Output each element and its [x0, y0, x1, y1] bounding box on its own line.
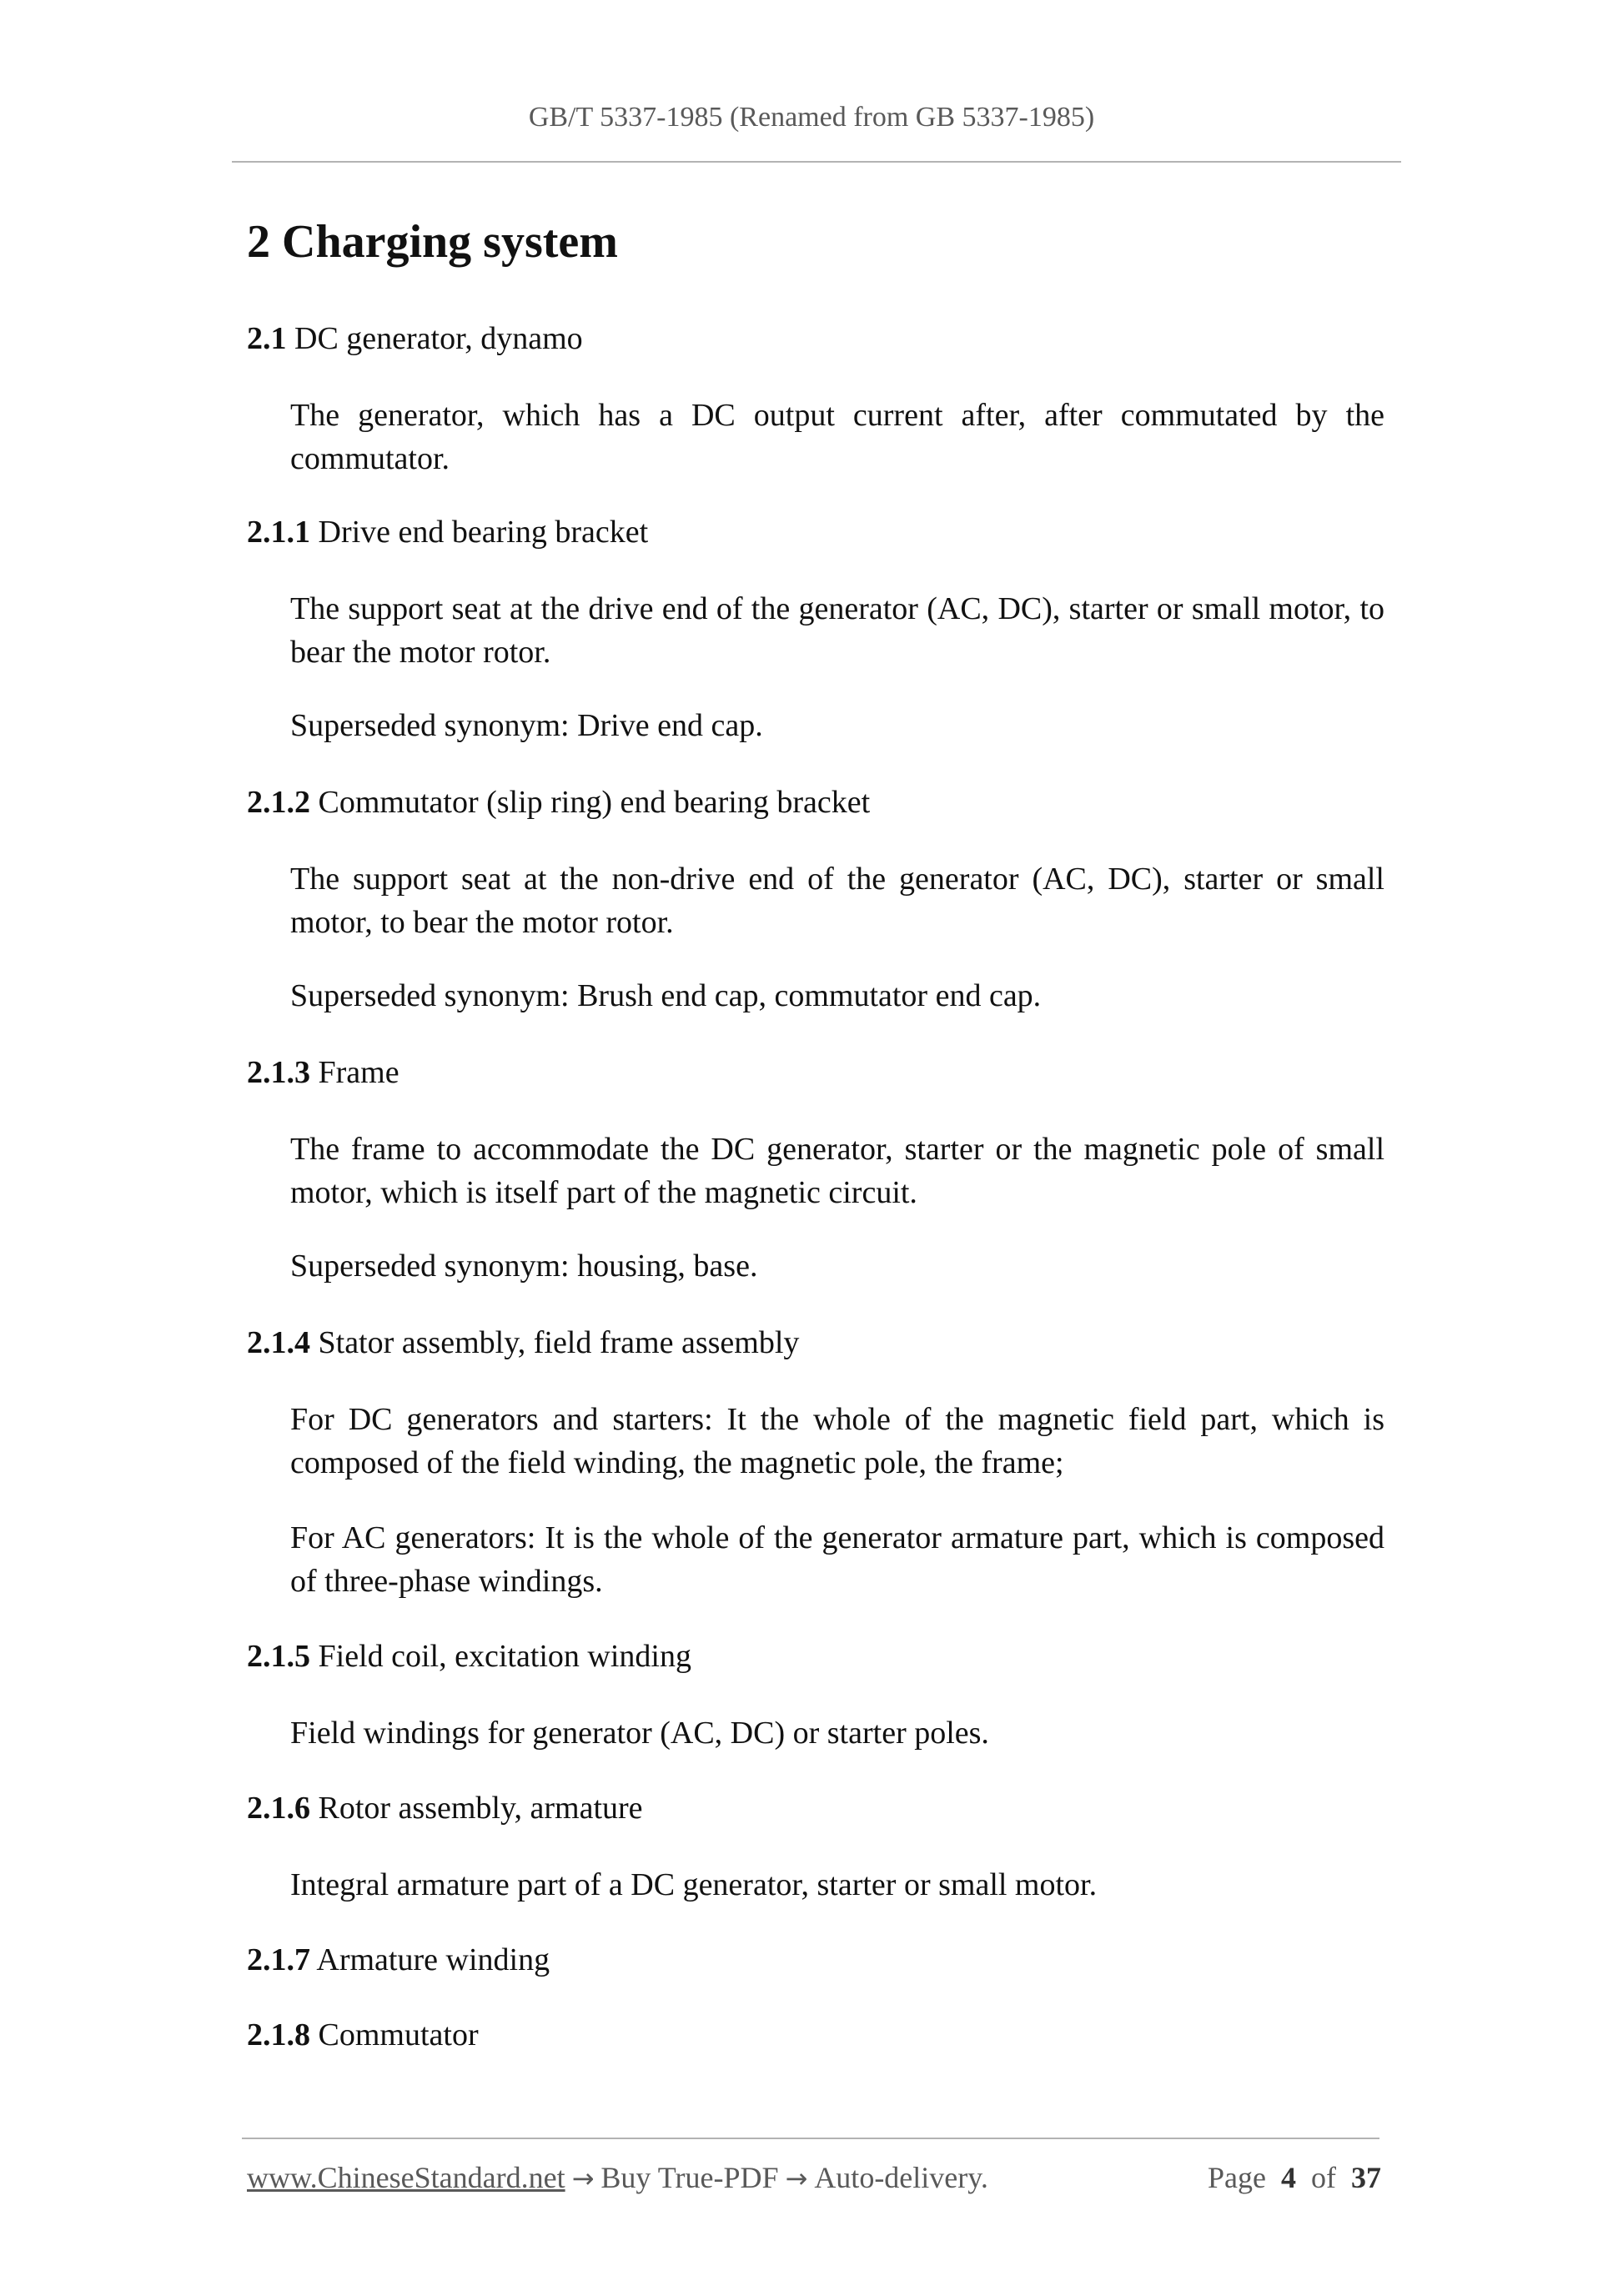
term-number: 2.1.5 — [247, 1639, 310, 1674]
term-label: Commutator (slip ring) end bearing bracket — [318, 785, 871, 820]
synonym-paragraph: Superseded synonym: housing, base. — [290, 1248, 758, 1284]
page-header: GB/T 5337-1985 (Renamed from GB 5337-1985) — [528, 102, 1095, 133]
term-label: Stator assembly, field frame assembly — [318, 1325, 800, 1360]
term-number: 2.1.4 — [247, 1325, 310, 1360]
page-label: Page — [1208, 2161, 1266, 2194]
definition-paragraph: The frame to accommodate the DC generator, starter or the magnetic pole of small motor, which is itself part of the magnetic circuit. — [290, 1132, 1384, 1210]
footer-divider — [242, 2138, 1379, 2139]
buy-text: Buy True-PDF — [600, 2161, 779, 2194]
term-number: 2.1.6 — [247, 1791, 310, 1826]
section-title: 2 Charging system — [247, 216, 618, 268]
term-label: Drive end bearing bracket — [318, 515, 649, 550]
term-heading — [247, 1938, 550, 1982]
term-heading — [247, 1051, 399, 1094]
term-label: Armature winding — [316, 1942, 550, 1977]
definition-paragraph: Field windings for generator (AC, DC) or starter poles. — [290, 1716, 989, 1751]
definition-paragraph: Integral armature part of a DC generator, starter or small motor. — [290, 1867, 1098, 1902]
definition-paragraph: The support seat at the drive end of the generator (AC, DC), starter or small motor, to bear the motor rotor. — [290, 591, 1384, 670]
definition-paragraph: For AC generators: It is the whole of the generator armature part, which is composed of three-phase windings. — [290, 1520, 1384, 1599]
definition-paragraph: The generator, which has a DC output current after, after commutated by the commutator. — [290, 398, 1384, 476]
term-heading — [247, 510, 648, 554]
term-label: Commutator — [318, 2017, 479, 2052]
definition-paragraph: The support seat at the non-drive end of the generator (AC, DC), starter or small motor, to bear the motor rotor. — [290, 862, 1384, 940]
term-label: Rotor assembly, armature — [318, 1791, 643, 1826]
term-number: 2.1 — [247, 321, 287, 356]
term-label: DC generator, dynamo — [294, 321, 583, 356]
term-number: 2.1.3 — [247, 1055, 310, 1090]
arrow-right-icon: → — [571, 2163, 595, 2194]
term-number: 2.1.8 — [247, 2017, 310, 2052]
delivery-text: Auto-delivery. — [814, 2161, 988, 2194]
of-label: of — [1311, 2161, 1336, 2194]
term-number: 2.1.2 — [247, 785, 310, 820]
term-heading — [247, 1635, 691, 1678]
synonym-paragraph: Superseded synonym: Drive end cap. — [290, 708, 763, 743]
term-heading — [247, 2013, 479, 2057]
site-link[interactable]: www.ChineseStandard.net — [247, 2161, 565, 2194]
page-number-indicator — [1208, 2160, 1381, 2195]
term-label: Frame — [318, 1055, 399, 1090]
term-label: Field coil, excitation winding — [318, 1639, 691, 1674]
term-number: 2.1.7 — [247, 1942, 310, 1977]
definition-paragraph: For DC generators and starters: It the whole of the magnetic field part, which is composed of the field winding, the magnetic pole, the frame; — [290, 1402, 1384, 1480]
current-page: 4 — [1281, 2161, 1296, 2194]
header-divider — [232, 161, 1401, 163]
term-heading — [247, 317, 583, 360]
synonym-paragraph: Superseded synonym: Brush end cap, commutator end cap. — [290, 978, 1042, 1013]
total-pages: 37 — [1351, 2161, 1381, 2194]
term-number: 2.1.1 — [247, 515, 310, 550]
arrow-right-icon: → — [785, 2163, 808, 2194]
term-heading — [247, 1786, 643, 1830]
term-heading — [247, 781, 870, 824]
term-heading — [247, 1321, 799, 1364]
